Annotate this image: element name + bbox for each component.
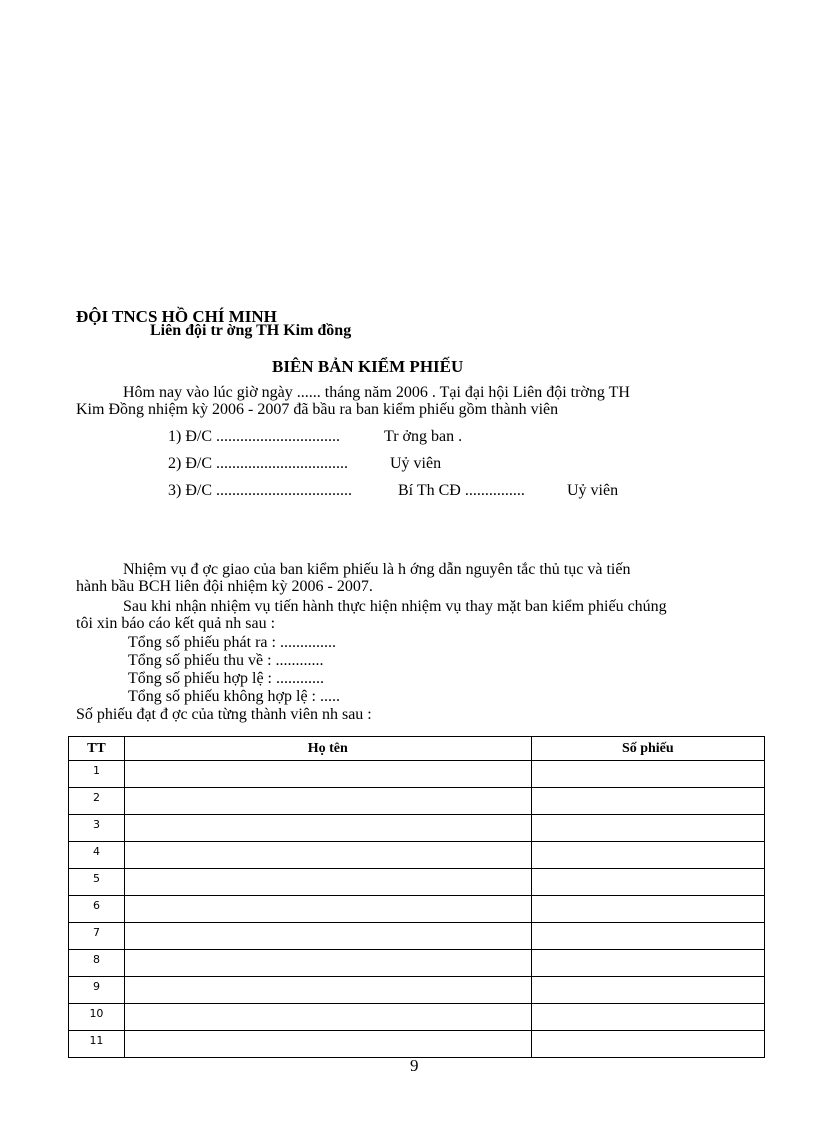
row-number: 1 bbox=[69, 761, 125, 788]
votes-cell[interactable] bbox=[531, 869, 764, 896]
row-number: 3 bbox=[69, 815, 125, 842]
unit-name: Liên đội tr ờng TH Kim đồng bbox=[150, 322, 352, 339]
row-number: 9 bbox=[69, 977, 125, 1004]
member-2-role: Uỷ viên bbox=[390, 455, 442, 472]
votes-cell[interactable] bbox=[531, 815, 764, 842]
name-cell[interactable] bbox=[124, 842, 531, 869]
name-cell[interactable] bbox=[124, 788, 531, 815]
page-number: 9 bbox=[410, 1056, 419, 1075]
votes-cell[interactable] bbox=[531, 1031, 764, 1058]
report-line-1: Sau khi nhận nhiệm vụ tiến hành thực hiện nhiệm vụ thay mặt ban kiểm phiếu chúng bbox=[123, 598, 667, 615]
votes-cell[interactable] bbox=[531, 788, 764, 815]
member-2-label: 2) Đ/C ................................. bbox=[168, 455, 348, 472]
votes-cell[interactable] bbox=[531, 923, 764, 950]
table-row bbox=[69, 869, 765, 896]
name-cell[interactable] bbox=[124, 815, 531, 842]
votes-cell[interactable] bbox=[531, 977, 764, 1004]
votes-cell[interactable] bbox=[531, 842, 764, 869]
row-number: 7 bbox=[69, 923, 125, 950]
header-name: Họ tên bbox=[124, 737, 531, 761]
member-3-label: 3) Đ/C .................................. bbox=[168, 482, 352, 499]
table-row bbox=[69, 896, 765, 923]
member-1-role: Tr ởng ban . bbox=[384, 428, 463, 445]
stat-invalid: Tổng số phiếu không hợp lệ : ..... bbox=[128, 688, 340, 705]
row-number: 11 bbox=[69, 1031, 125, 1058]
stat-collected: Tổng số phiếu thu về : ............ bbox=[128, 652, 324, 669]
document-title: BIÊN BẢN KIỂM PHIẾU bbox=[272, 357, 464, 376]
table-row bbox=[69, 842, 765, 869]
task-line-1: Nhiệm vụ đ ợc giao của ban kiểm phiếu là h ớng dẫn nguyên tắc thủ tục và tiến bbox=[123, 561, 631, 578]
member-3-role-2: Uỷ viên bbox=[567, 482, 619, 499]
table-header-row bbox=[69, 737, 765, 761]
table-row bbox=[69, 977, 765, 1004]
table-row bbox=[69, 923, 765, 950]
stat-issued: Tổng số phiếu phát ra : .............. bbox=[128, 634, 336, 651]
votes-cell[interactable] bbox=[531, 1004, 764, 1031]
member-3-role: Bí Th CĐ ............... bbox=[398, 482, 525, 499]
row-number: 4 bbox=[69, 842, 125, 869]
header-votes: Số phiếu bbox=[531, 737, 764, 761]
name-cell[interactable] bbox=[124, 1031, 531, 1058]
name-cell[interactable] bbox=[124, 761, 531, 788]
table-row bbox=[69, 761, 765, 788]
row-number: 8 bbox=[69, 950, 125, 977]
intro-line-1: Hôm nay vào lúc giờ ngày ...... tháng năm 2006 . Tại đại hội Liên đội trờng TH bbox=[123, 384, 630, 401]
name-cell[interactable] bbox=[124, 869, 531, 896]
row-number: 2 bbox=[69, 788, 125, 815]
votes-cell[interactable] bbox=[531, 950, 764, 977]
row-number: 10 bbox=[69, 1004, 125, 1031]
votes-cell[interactable] bbox=[531, 896, 764, 923]
table-row bbox=[69, 815, 765, 842]
row-number: 6 bbox=[69, 896, 125, 923]
table-row bbox=[69, 950, 765, 977]
name-cell[interactable] bbox=[124, 1004, 531, 1031]
votes-cell[interactable] bbox=[531, 761, 764, 788]
table-row bbox=[69, 1031, 765, 1058]
task-line-2: hành bầu BCH liên đội nhiệm kỳ 2006 - 2007. bbox=[76, 578, 373, 595]
name-cell[interactable] bbox=[124, 923, 531, 950]
name-cell[interactable] bbox=[124, 896, 531, 923]
header-tt: TT bbox=[69, 737, 125, 761]
name-cell[interactable] bbox=[124, 977, 531, 1004]
row-number: 5 bbox=[69, 869, 125, 896]
table-row bbox=[69, 788, 765, 815]
vote-table bbox=[68, 736, 765, 1058]
member-1-label: 1) Đ/C ............................... bbox=[168, 428, 340, 445]
report-line-2: tôi xin báo cáo kết quả nh sau : bbox=[76, 615, 276, 632]
stat-valid: Tổng số phiếu hợp lệ : ............ bbox=[128, 670, 324, 687]
tally-label: Số phiếu đạt đ ợc của từng thành viên nh sau : bbox=[76, 706, 372, 723]
organization-name: ĐỘI TNCS HỒ CHÍ MINH bbox=[76, 307, 277, 326]
table-row bbox=[69, 1004, 765, 1031]
intro-line-2: Kim Đồng nhiệm kỳ 2006 - 2007 đã bầu ra ban kiểm phiếu gồm thành viên bbox=[76, 401, 559, 418]
name-cell[interactable] bbox=[124, 950, 531, 977]
